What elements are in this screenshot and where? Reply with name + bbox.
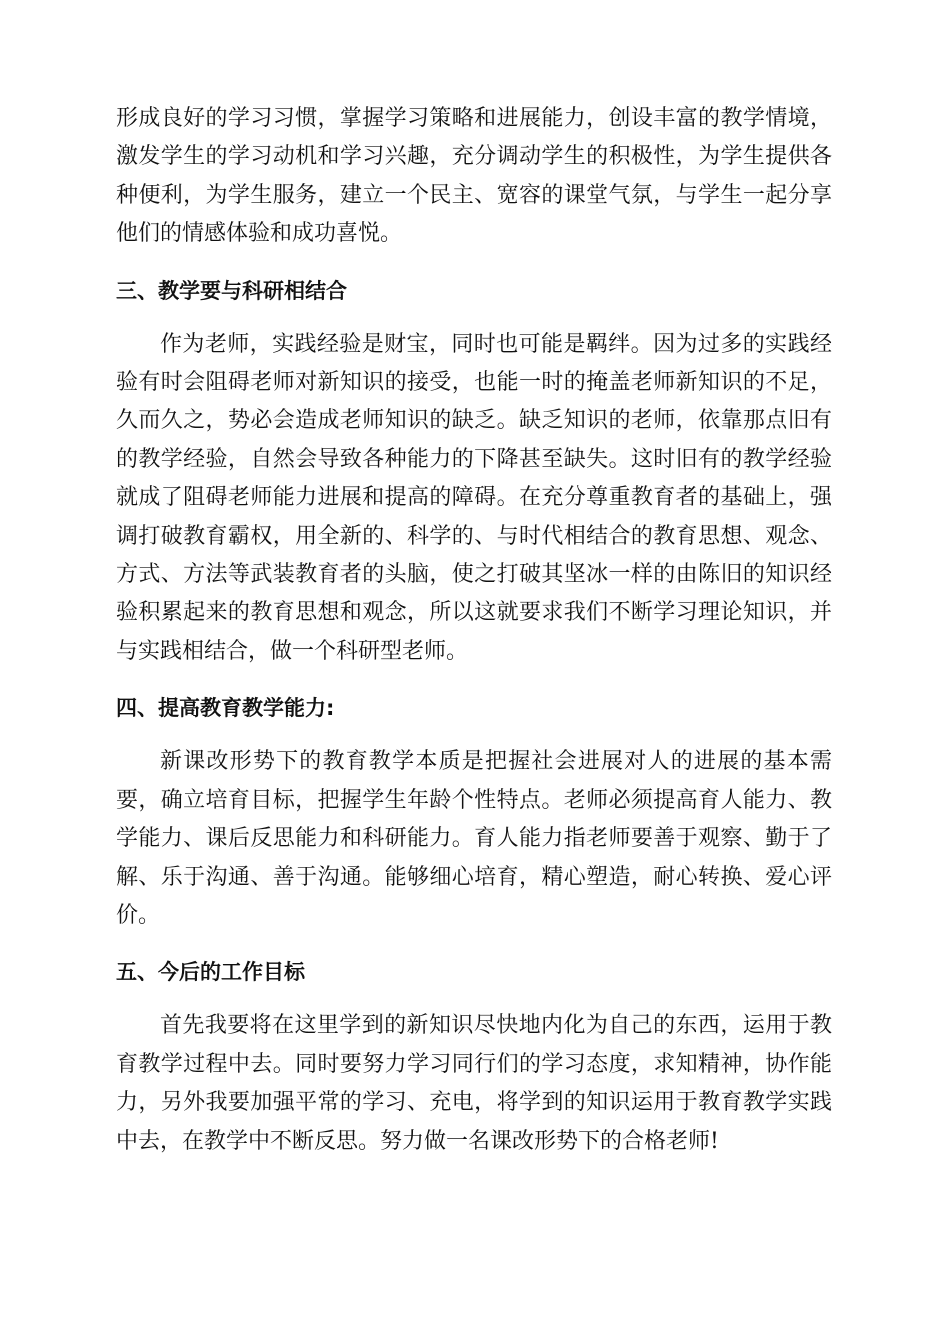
section-heading-5: 五、今后的工作目标 — [116, 960, 305, 985]
section-heading-3: 三、教学要与科研相结合 — [116, 278, 347, 303]
document-page — [116, 100, 832, 1161]
paragraph-section-4: 新课改形势下的教育教学本质是把握社会进展对人的进展的基本需要，确立培育目标，把握学生年龄个性特点。老师必须提高育人能力、教学能力、课后反思能力和科研能力。育人能力指老师要善于观察、勤于了解、乐于沟通、善于沟通。能够细心培育，精心塑造，耐心转换、爱心评价。 — [116, 749, 832, 928]
paragraph-section-5: 首先我要将在这里学到的新知识尽快地内化为自己的东西，运用于教育教学过程中去。同时要努力学习同行们的学习态度，求知精神，协作能力，另外我要加强平常的学习、充电，将学到的知识运用于教育教学实践中去，在教学中不断反思。努力做一名课改形势下的合格老师! — [116, 1013, 832, 1154]
paragraph-continued: 形成良好的学习习惯，掌握学习策略和进展能力，创设丰富的教学情境，激发学生的学习动机和学习兴趣，充分调动学生的积极性，为学生提供各种便利，为学生服务，建立一个民主、宽容的课堂气氛，与学生一起分享他们的情感体验和成功喜悦。 — [116, 106, 832, 247]
paragraph-section-3: 作为老师，实践经验是财宝，同时也可能是羁绊。因为过多的实践经验有时会阻碍老师对新知识的接受，也能一时的掩盖老师新知识的不足，久而久之，势必会造成老师知识的缺乏。缺乏知识的老师，依靠那点旧有的教学经验，自然会导致各种能力的下降甚至缺失。这时旧有的教学经验就成了阻碍老师能力进展和提高的障碍。在充分尊重教育者的基础上，强调打破教育霸权，用全新的、科学的、与时代相结合的教育思想、观念、方式、方法等武装教育者的头脑，使之打破其坚冰一样的由陈旧的知识经验积累起来的教育思想和观念，所以这就要求我们不断学习理论知识，并与实践相结合，做一个科研型老师。 — [116, 331, 832, 664]
section-heading-4: 四、提高教育教学能力: — [116, 696, 335, 721]
